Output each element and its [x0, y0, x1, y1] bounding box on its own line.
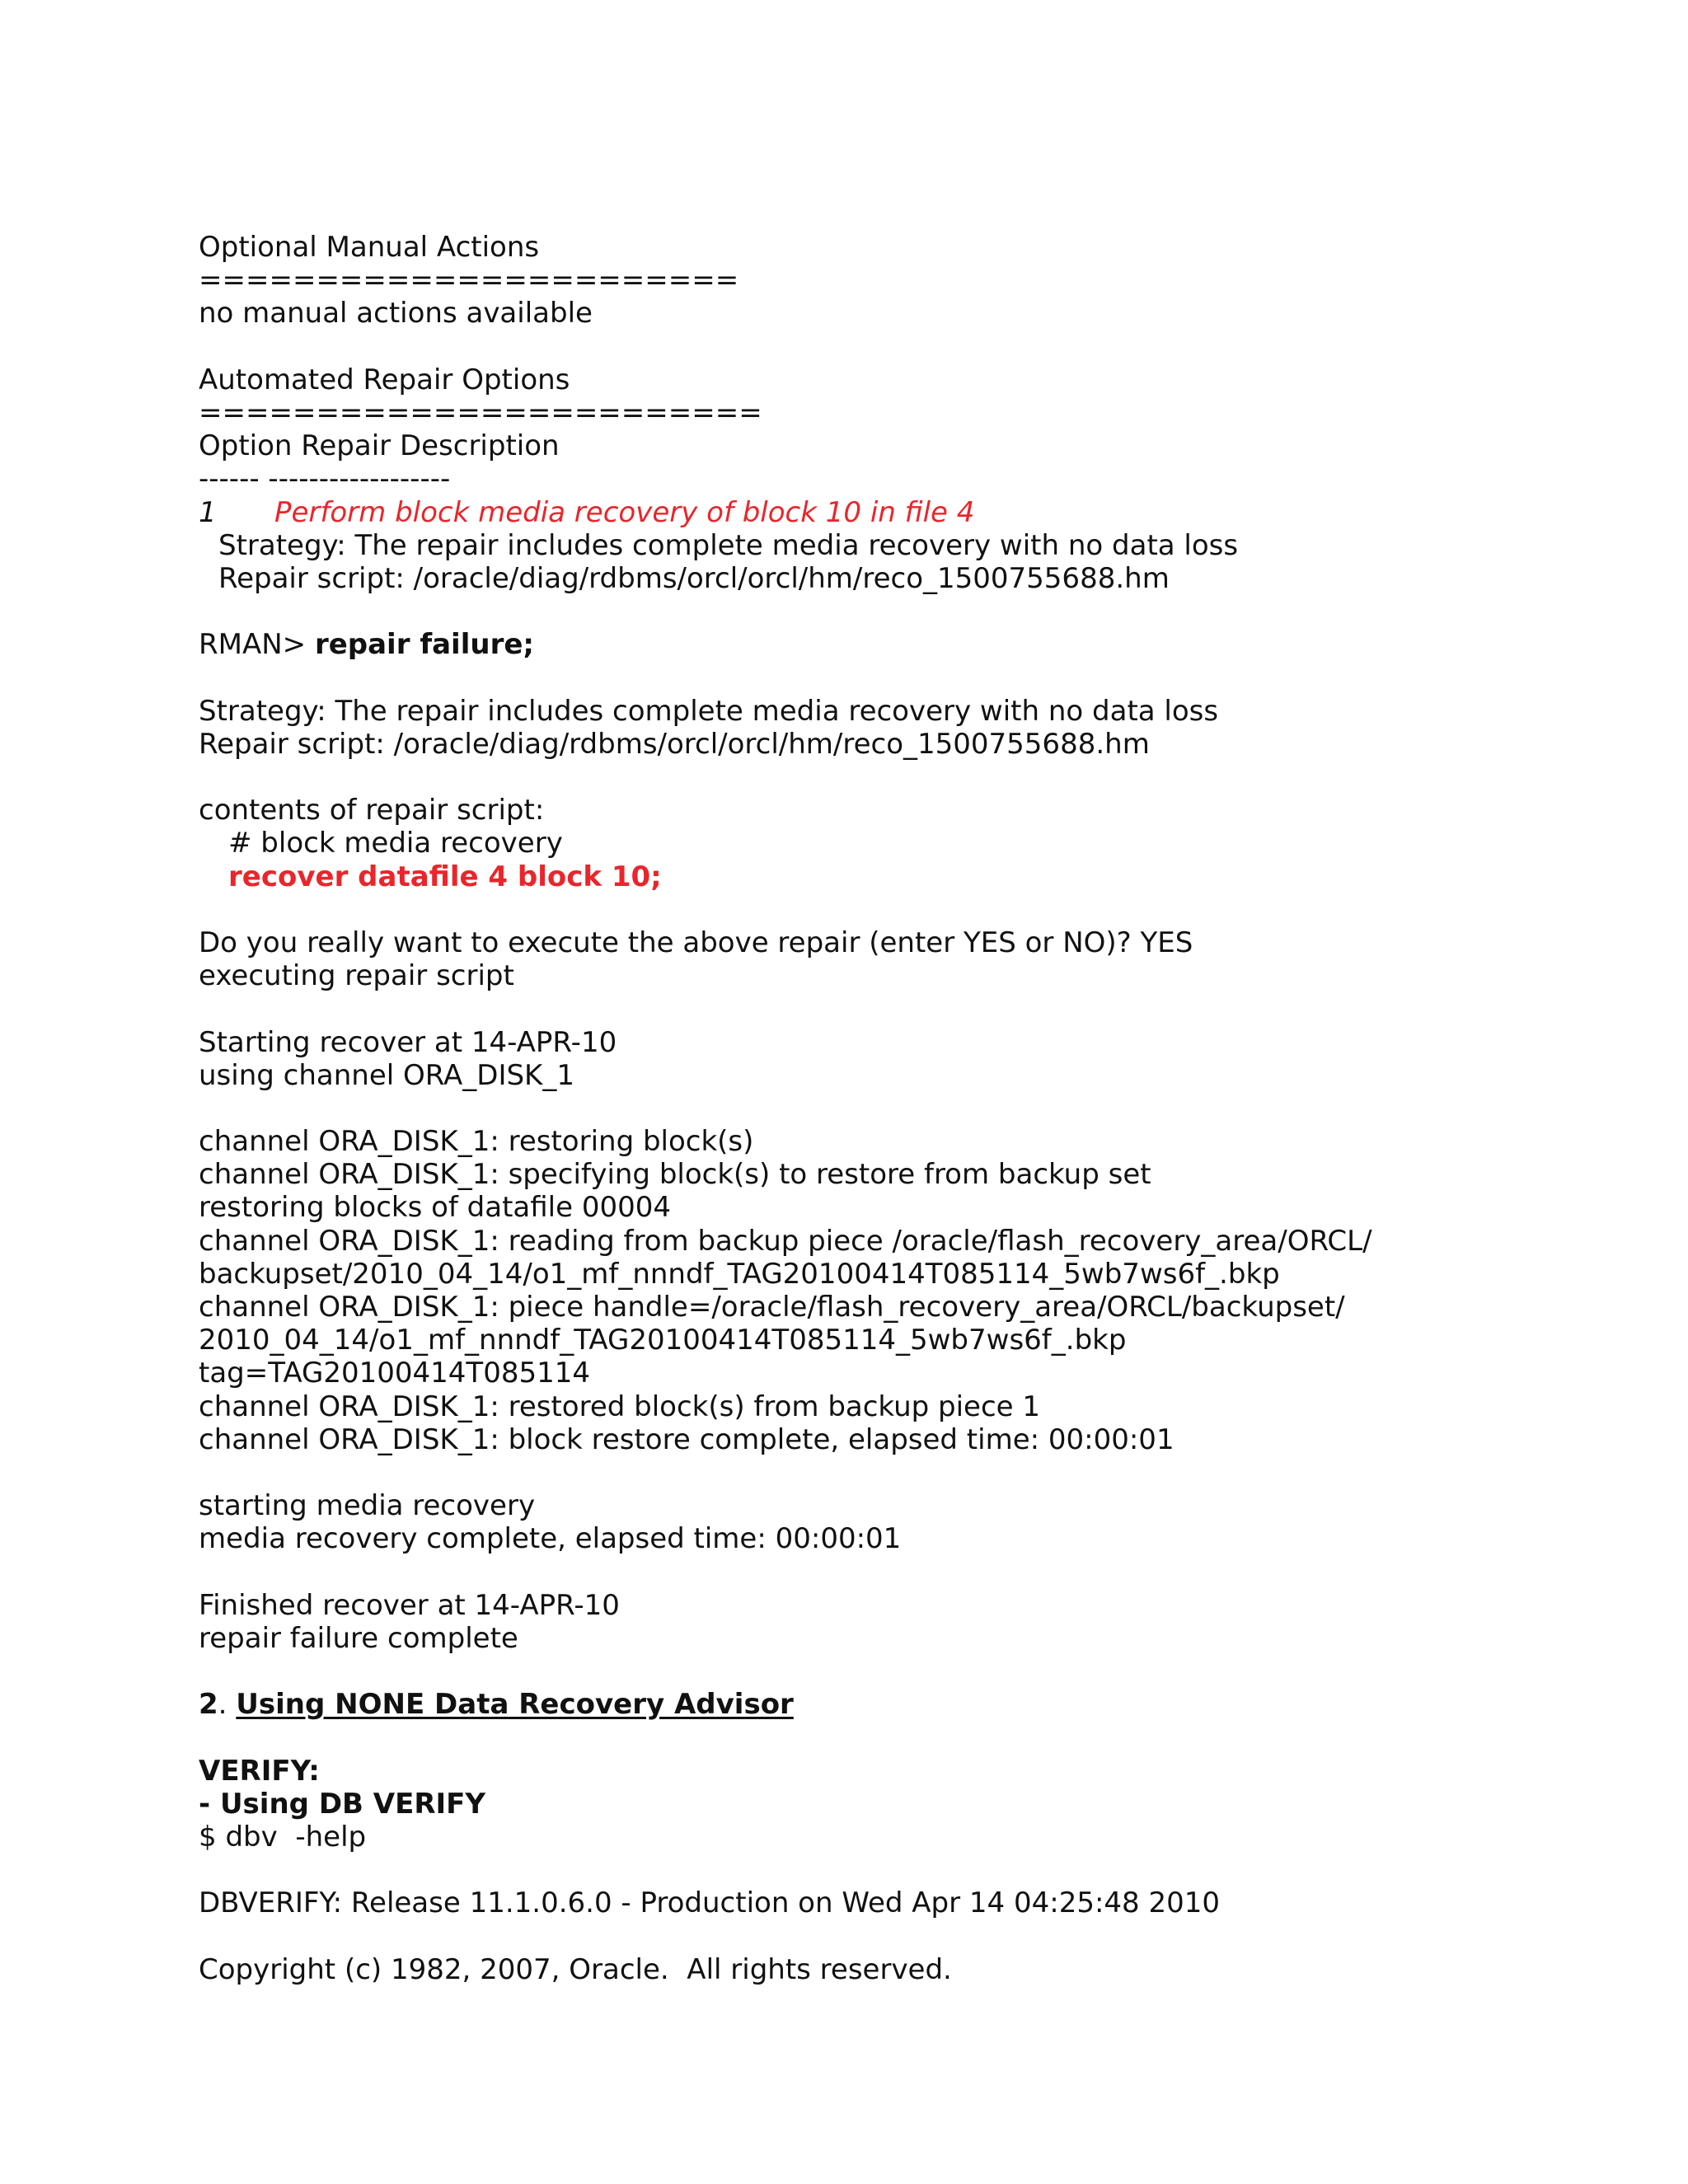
rman-command: repair failure; — [314, 628, 534, 662]
recover-start: Starting recover at 14-APR-10 — [199, 1025, 617, 1059]
auto-repair-rule: ======================== — [199, 396, 762, 429]
spacer — [199, 661, 1616, 694]
log-line: channel ORA_DISK_1: reading from backup piece /oracle/flash_recovery_area/ORCL/ — [199, 1224, 1372, 1258]
copyright-line: Copyright (c) 1982, 2007, Oracle. All rights reserved. — [199, 1952, 952, 1986]
auto-repair-dashes: ------ ------------------ — [199, 462, 451, 496]
auto-repair-header: Option Repair Description — [199, 429, 560, 463]
script-contents-label: contents of repair script: — [199, 794, 545, 827]
confirm-prompt: Do you really want to execute the above repair (enter YES or NO)? YES — [199, 926, 1193, 959]
rman-command-line — [199, 628, 1616, 661]
spacer — [199, 1456, 1616, 1489]
rman-prompt: RMAN> — [199, 628, 315, 662]
spacer — [199, 1092, 1616, 1125]
spacer — [199, 1556, 1616, 1589]
repair-option-strategy: Strategy: The repair includes complete media recovery with no data loss — [218, 528, 1239, 562]
spacer — [199, 761, 1616, 794]
dbverify-subheading: - Using DB VERIFY — [199, 1787, 486, 1821]
log-line: 2010_04_14/o1_mf_nnndf_TAG20100414T085114_5wb7ws6f_.bkp — [199, 1324, 1127, 1357]
spacer — [199, 330, 1616, 363]
rman-script: Repair script: /oracle/diag/rdbms/orcl/orcl/hm/reco_1500755688.hm — [199, 727, 1150, 761]
executing-line: executing repair script — [199, 959, 514, 993]
media-recovery-start: starting media recovery — [199, 1489, 536, 1523]
script-comment: # block media recovery — [228, 827, 563, 860]
section-heading — [199, 1688, 1616, 1721]
section-dot: . — [218, 1688, 237, 1722]
log-line: channel ORA_DISK_1: piece handle=/oracle/flash_recovery_area/ORCL/backupset/ — [199, 1291, 1345, 1324]
spacer — [199, 595, 1616, 628]
section-number: 2 — [199, 1688, 218, 1722]
log-line: backupset/2010_04_14/o1_mf_nnndf_TAG20100414T085114_5wb7ws6f_.bkp — [199, 1257, 1280, 1291]
log-line: restoring blocks of datafile 00004 — [199, 1191, 672, 1225]
manual-actions-rule: ======================= — [199, 264, 739, 298]
spacer — [199, 893, 1616, 926]
spacer — [199, 1655, 1616, 1688]
repair-complete: repair failure complete — [199, 1621, 518, 1655]
log-line: channel ORA_DISK_1: specifying block(s) to restore from backup set — [199, 1158, 1151, 1192]
section-title: Using NONE Data Recovery Advisor — [236, 1688, 794, 1722]
manual-actions-text: no manual actions available — [199, 297, 593, 330]
document-body — [199, 231, 1616, 1986]
log-line: channel ORA_DISK_1: block restore complete, elapsed time: 00:00:01 — [199, 1422, 1175, 1456]
repair-option-row — [199, 496, 1616, 529]
log-line: channel ORA_DISK_1: restoring block(s) — [199, 1125, 754, 1159]
dbverify-release: DBVERIFY: Release 11.1.0.6.0 - Production on Wed Apr 14 04:25:48 2010 — [199, 1886, 1221, 1920]
spacer — [199, 1854, 1616, 1886]
manual-actions-title: Optional Manual Actions — [199, 231, 540, 264]
script-recover-command: recover datafile 4 block 10; — [228, 860, 662, 893]
repair-option-number: 1 — [199, 495, 217, 529]
recover-finished: Finished recover at 14-APR-10 — [199, 1588, 620, 1622]
log-line: channel ORA_DISK_1: restored block(s) from backup piece 1 — [199, 1390, 1041, 1423]
log-line: tag=TAG20100414T085114 — [199, 1357, 590, 1390]
channel-line: using channel ORA_DISK_1 — [199, 1058, 574, 1092]
spacer — [199, 992, 1616, 1025]
repair-option-script: Repair script: /oracle/diag/rdbms/orcl/orcl/hm/reco_1500755688.hm — [218, 561, 1170, 595]
dbv-command: $ dbv -help — [199, 1821, 367, 1854]
rman-strategy: Strategy: The repair includes complete media recovery with no data loss — [199, 694, 1219, 728]
verify-heading: VERIFY: — [199, 1754, 320, 1788]
spacer — [199, 1920, 1616, 1953]
spacer — [199, 1721, 1616, 1754]
media-recovery-done: media recovery complete, elapsed time: 00:00:01 — [199, 1522, 902, 1556]
repair-option-description: Perform block media recovery of block 10 in file 4 — [274, 495, 975, 529]
auto-repair-title: Automated Repair Options — [199, 363, 570, 396]
